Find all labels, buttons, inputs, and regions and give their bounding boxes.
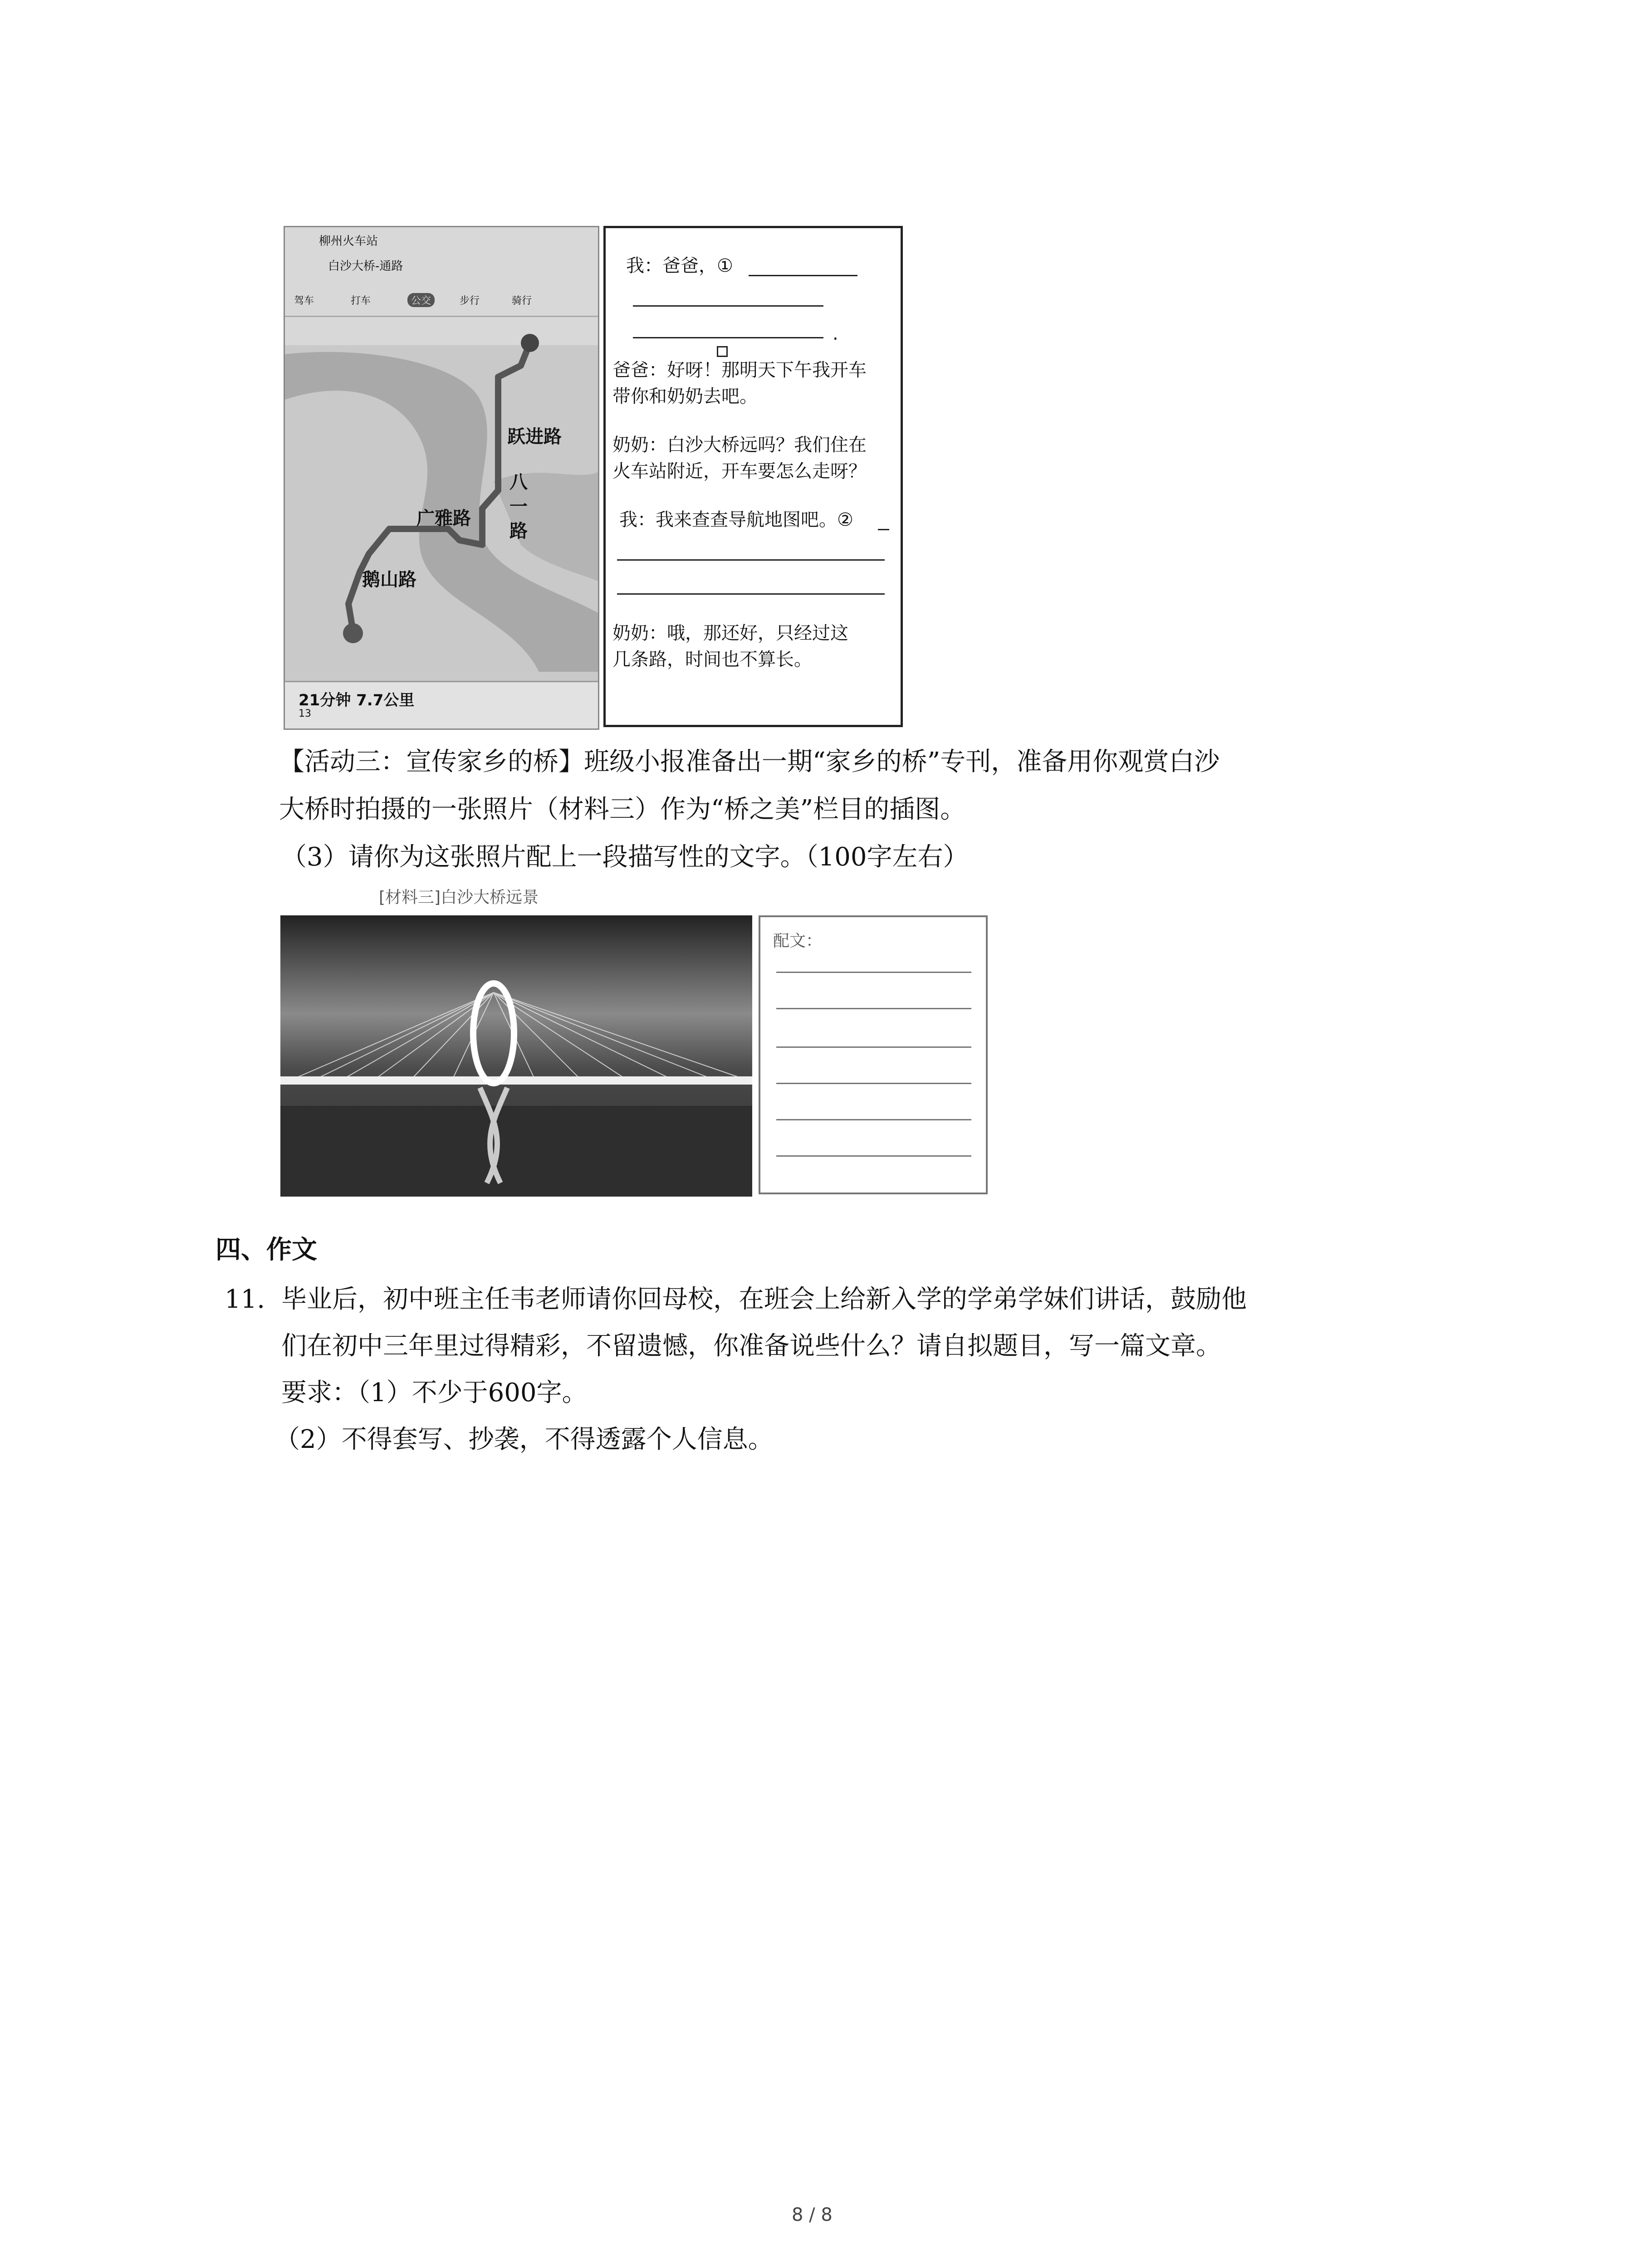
dialog-box bbox=[603, 226, 903, 727]
navigation-map-screenshot bbox=[284, 226, 599, 730]
caption-label: 配文： bbox=[773, 932, 823, 950]
requirement-1: 要求：（1）不少于600字。 bbox=[281, 1378, 588, 1408]
caption-writing-box bbox=[759, 915, 988, 1194]
map-tab-drive: 驾车 bbox=[294, 295, 314, 307]
blank-2a bbox=[878, 529, 889, 530]
road-label-guangya: 广雅路 bbox=[416, 508, 471, 529]
dialog-dad-b: 带你和奶奶去吧。 bbox=[612, 386, 758, 407]
dialog-me-1: 我：爸爸，① bbox=[626, 255, 733, 276]
map-duration: 21分钟 7.7公里 bbox=[299, 691, 415, 709]
map-traffic-lights: 13 bbox=[299, 708, 311, 719]
road-label-bayi: 八一路 bbox=[509, 472, 528, 542]
map-tab-taxi: 打车 bbox=[351, 295, 371, 307]
dialog-dad-a: 爸爸：好呀！那明天下午我开车 bbox=[612, 360, 867, 381]
question-11-line2: 们在初中三年里过得精彩，不留遗憾，你准备说些什么？请自拟题目，写一篇文章。 bbox=[281, 1331, 1221, 1361]
caption-line-3 bbox=[776, 1046, 971, 1048]
blank-1b bbox=[633, 305, 823, 307]
activity3-line2: 大桥时拍摄的一张照片（材料三）作为“桥之美”栏目的插图。 bbox=[279, 795, 966, 824]
section-heading-composition: 四、作文 bbox=[216, 1235, 317, 1265]
map-drawing bbox=[285, 227, 598, 728]
dialog-grandma-1a: 奶奶：白沙大桥远吗？我们住在 bbox=[612, 435, 867, 455]
caption-line-2 bbox=[776, 1008, 971, 1009]
bridge-photo bbox=[280, 915, 752, 1197]
dialog-grandma-2a: 奶奶：哦，那还好，只经过这 bbox=[612, 623, 848, 644]
road-label-eshan: 鹅山路 bbox=[362, 569, 416, 590]
requirement-2: （2）不得套写、抄袭，不得透露个人信息。 bbox=[274, 1425, 774, 1454]
question-3: （3）请你为这张照片配上一段描写性的文字。（100字左右） bbox=[281, 842, 969, 872]
page-number: 8 / 8 bbox=[792, 2204, 833, 2225]
bridge-photo-drawing bbox=[280, 915, 752, 1197]
caption-line-5 bbox=[776, 1119, 971, 1120]
small-square-mark bbox=[717, 346, 728, 357]
map-tab-bike: 骑行 bbox=[512, 295, 532, 307]
map-origin: 柳州火车站 bbox=[319, 235, 378, 248]
blank-2c bbox=[617, 593, 885, 595]
caption-line-4 bbox=[776, 1083, 971, 1084]
activity3-line1: 【活动三：宣传家乡的桥】班级小报准备出一期“家乡的桥”专刊，准备用你观赏白沙 bbox=[279, 747, 1220, 777]
blank-1c bbox=[633, 337, 823, 338]
dialog-grandma-1b: 火车站附近，开车要怎么走呀？ bbox=[612, 461, 867, 482]
caption-line-6 bbox=[776, 1155, 971, 1157]
dialog-me-2: 我：我来查查导航地图吧。② bbox=[619, 509, 853, 530]
blank-2b bbox=[617, 559, 885, 561]
map-tab-bus: 公交 bbox=[407, 293, 435, 307]
road-label-yuejin: 跃进路 bbox=[507, 426, 562, 447]
blank-1a bbox=[749, 275, 857, 276]
photo-caption: [材料三]白沙大桥远景 bbox=[379, 888, 539, 907]
question-11-number: 11. bbox=[225, 1285, 265, 1314]
caption-line-1 bbox=[776, 972, 971, 973]
period-dot: . bbox=[833, 323, 838, 344]
question-11-line1: 毕业后，初中班主任韦老师请你回母校，在班会上给新入学的学弟学妹们讲话，鼓励他 bbox=[281, 1285, 1247, 1314]
map-destination: 白沙大桥-通路 bbox=[328, 259, 403, 273]
dialog-grandma-2b: 几条路，时间也不算长。 bbox=[612, 649, 812, 670]
map-tab-walk: 步行 bbox=[460, 295, 480, 307]
